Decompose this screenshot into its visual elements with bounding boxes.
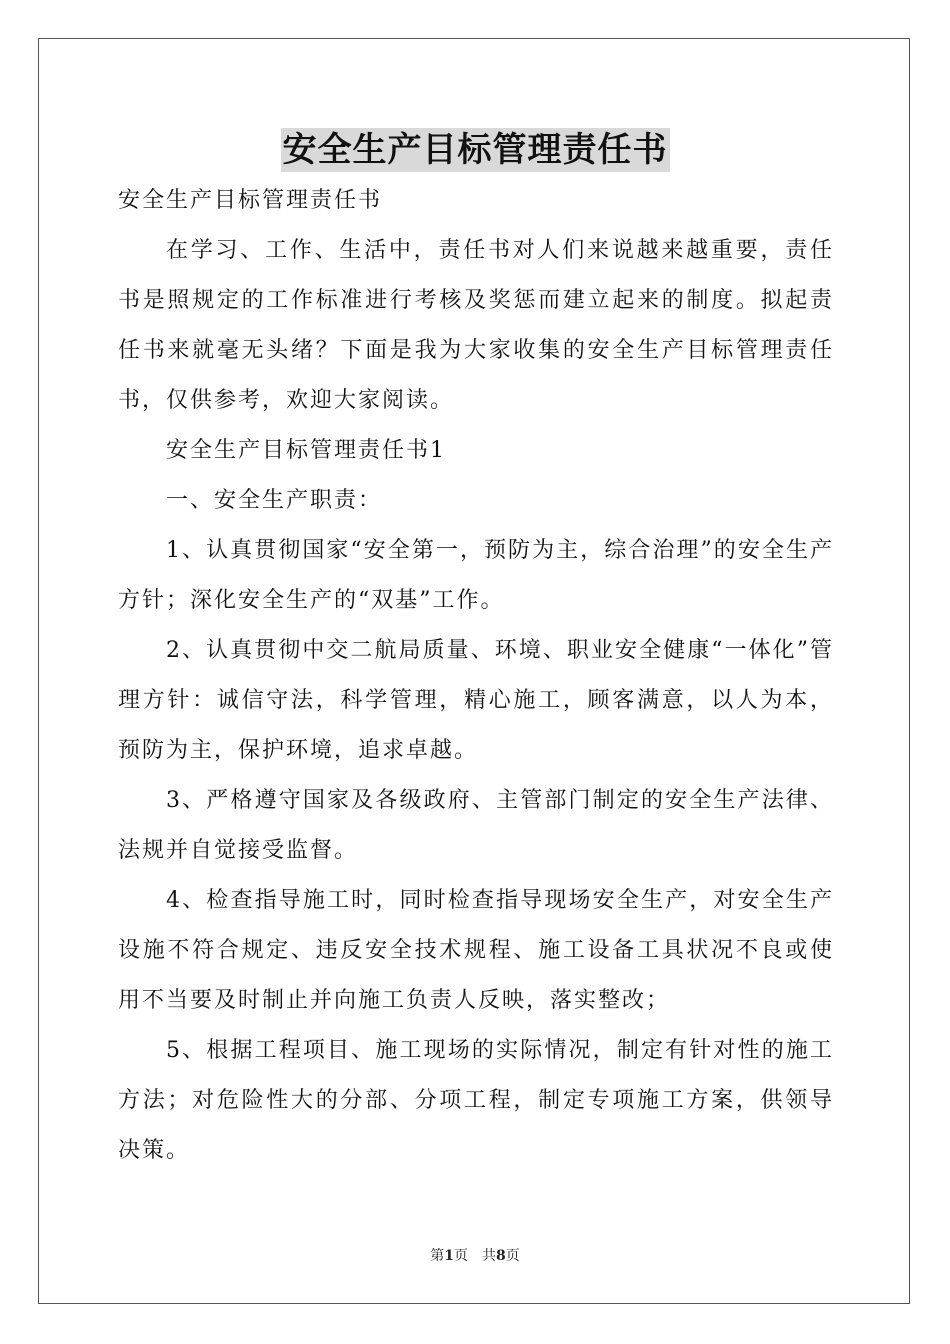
duty-heading: 一、安全生产职责： [166, 488, 383, 513]
page-total: 8 [496, 1248, 506, 1264]
document-body [118, 176, 834, 1176]
subtitle-paragraph: 安全生产目标管理责任书 [118, 188, 383, 213]
page-suffix: 页 [454, 1248, 468, 1264]
section-heading: 安全生产目标管理责任书1 [166, 438, 446, 463]
duty-item-5: 5、根据工程项目、施工现场的实际情况，制定有针对性的施工方法；对危险性大的分部、分项工程，制定专项施工方案，供领导决策。 [118, 1038, 834, 1163]
duty-item-2: 2、认真贯彻中交二航局质量、环境、职业安全健康“一体化”管理方针：诚信守法，科学管理，精心施工，顾客满意，以人为本，预防为主，保护环境，追求卓越。 [118, 638, 834, 763]
total-suffix: 页 [505, 1248, 520, 1264]
document-title: 安全生产目标管理责任书 [282, 130, 668, 170]
title-wrap [0, 128, 950, 172]
total-prefix: 共 [482, 1248, 496, 1264]
duty-item-1: 1、认真贯彻国家“安全第一，预防为主，综合治理”的安全生产方针；深化安全生产的“双基”工作。 [118, 538, 834, 613]
intro-paragraph: 在学习、工作、生活中，责任书对人们来说越来越重要，责任书是照规定的工作标准进行考核及奖惩而建立起来的制度。拟起责任书来就毫无头绪？下面是我为大家收集的安全生产目标管理责任书，仅供参考，欢迎大家阅读。 [118, 238, 834, 413]
page-prefix: 第 [430, 1248, 445, 1264]
duty-item-3: 3、严格遵守国家及各级政府、主管部门制定的安全生产法律、法规并自觉接受监督。 [118, 788, 834, 863]
page-footer [0, 1246, 950, 1266]
duty-item-4: 4、检查指导施工时，同时检查指导现场安全生产，对安全生产设施不符合规定、违反安全技术规程、施工设备工具状况不良或使用不当要及时制止并向施工负责人反映，落实整改； [118, 888, 834, 1013]
page-current: 1 [444, 1248, 454, 1264]
